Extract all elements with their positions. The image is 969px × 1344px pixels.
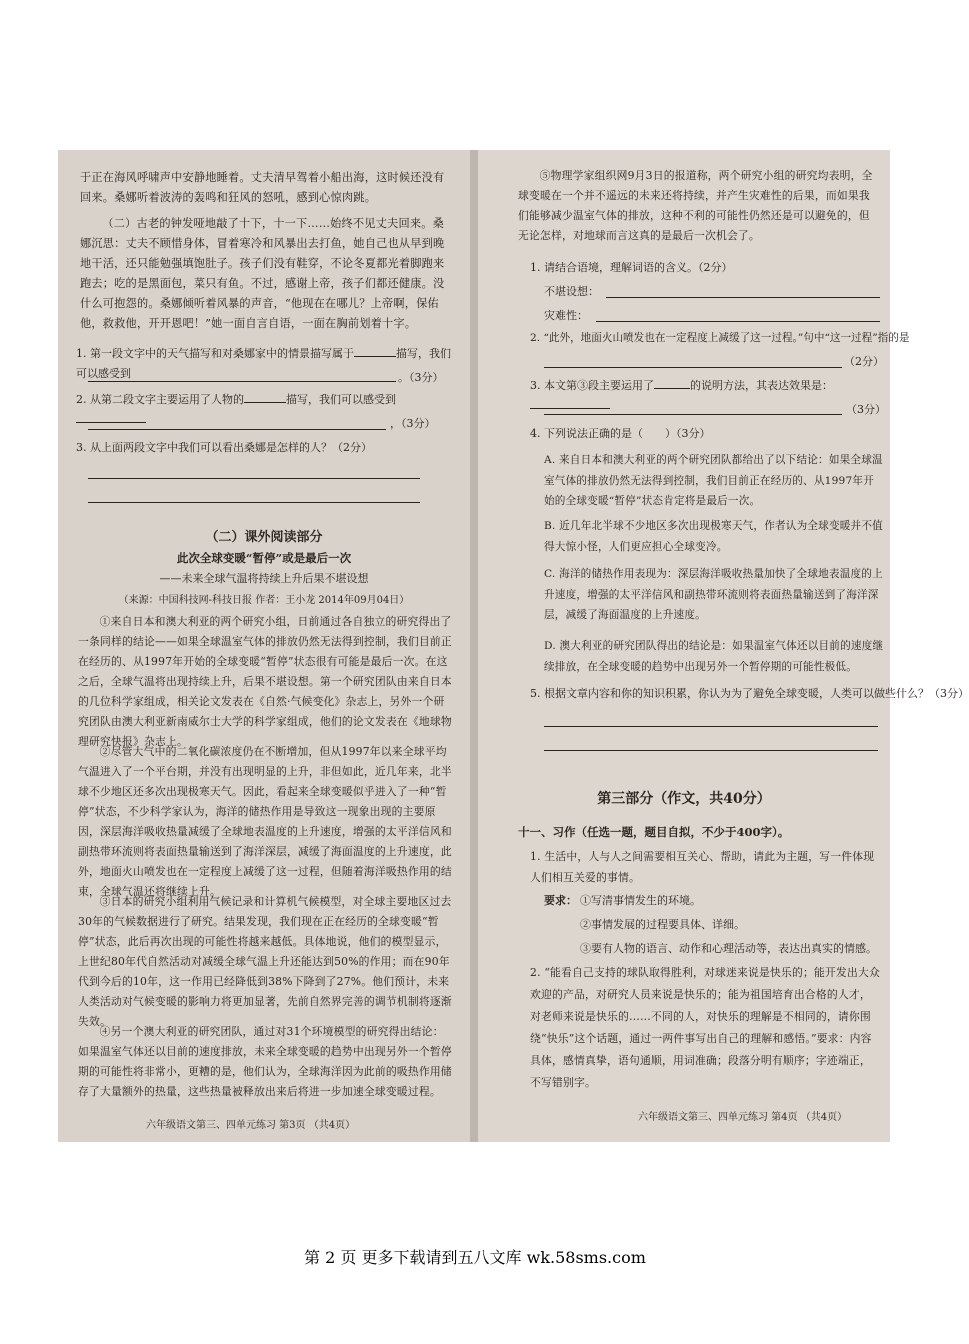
article-para-1: ①来自日本和澳大利亚的两个研究小组，日前通过各自独立的研究得出了一条同样的结论——如果全球温室气体的排放仍然无法得到控制，我们目前正在经历的、从1997年开始的全球变暖“暂停”状态很有可能是最后一次。在这之后，全球气温将出现持续上升，后果不堪设想。第一个研究团队由来自日本的几位科学家组成，相关论文发表在《自然·气候变化》杂志上，另外一个研究团队由澳大利亚新南威尔士大学的科学家组成，他们的论文发表在《地球物理研究快报》杂志上。: [78, 615, 452, 748]
r-question-3: [530, 376, 886, 416]
essay-heading: 十一、习作（任选一题，题目自拟，不少于400字）。: [518, 825, 790, 839]
article-title: 此次全球变暖“暂停”或是最后一次: [176, 551, 352, 565]
left-page-footer: 六年级语文第三、四单元练习 第3页 （共4页）: [146, 1120, 356, 1131]
r-q3-blank-1[interactable]: [654, 388, 690, 389]
r-q1-line-2[interactable]: [596, 321, 880, 322]
article-para-5: ⑤物理学家组织网9月3日的报道称，两个研究小组的研究均表明，全球变暖在一个并不遥远的未来还将持续，并产生灾难性的后果，而如果我们能够减少温室气体的排放，这种不利的可能性仍然还是可以避免的，但无论怎样，对地球而言这真的是最后一次机会了。: [518, 169, 873, 242]
article-source: （来源：中国科技网-科技日报 作者：王小龙 2014年09月04日）: [118, 595, 410, 606]
essay-option-1: 1. 生活中，人与人之间需要相互关心、帮助，请此为主题，写一件体现人们相互关爱的事情。: [530, 850, 875, 884]
requirement-2: ②事情发展的过程要具体、详细。: [580, 918, 745, 931]
question-3: 3. 从上面两段文字中我们可以看出桑娜是怎样的人？（2分）: [76, 441, 372, 454]
scanned-exam-sheet: [58, 150, 969, 1142]
r-q2-score: （2分）: [844, 355, 884, 368]
q1-answer-line[interactable]: [88, 381, 396, 382]
story-paragraph-1: 于正在海风呼啸声中安静地睡着。丈夫清早驾着小船出海，这时候还没有回来。桑娜听着波涛的轰鸣和狂风的怒吼，感到心惊肉跳。: [80, 171, 445, 204]
r-question-2: 2. “此外，地面火山喷发也在一定程度上减缓了这一过程。”句中“这一过程”指的是: [530, 332, 910, 344]
r-q3-blank-2[interactable]: [530, 408, 610, 409]
r-q3-score: （3分）: [846, 403, 886, 416]
r-q3-text-a: 3. 本文第③段主要运用了: [530, 379, 654, 392]
r-question-4: 4. 下列说法正确的是（ ）（3分）: [530, 427, 711, 440]
left-page: [58, 150, 470, 1142]
r-q3-answer-line[interactable]: [544, 414, 842, 415]
r-q2-answer-line[interactable]: [544, 367, 842, 368]
q2-blank-1[interactable]: [244, 402, 286, 403]
q1-score: 。（3分）: [398, 371, 444, 384]
part-3-title: 第三部分（作文，共40分）: [597, 791, 771, 807]
r-q1-word-1: 不堪设想：: [544, 285, 599, 298]
q2-text-a: 2. 从第二段文字主要运用了人物的: [76, 393, 244, 406]
r-q1-word-2: 灾难性：: [544, 309, 588, 322]
r-q1-line-1[interactable]: [606, 297, 880, 298]
q1-blank-1[interactable]: [354, 356, 396, 357]
section-title: （二）课外阅读部分: [205, 530, 323, 545]
essay-option-2: 2. “能看自己支持的球队取得胜利，对球迷来说是快乐的；能开发出大众欢迎的产品，对研究人员来说是快乐的；能为祖国培育出合格的人才，对老师来说是快乐的……不同的人，对快乐的理解是不相同的，请你围绕“快乐”这个话题，通过一两件事写出自己的理解和感悟。”要求：内容具体，感情真挚，语句通顺，用词准确；段落分明有顺序；字迹端正，不写错别字。: [530, 966, 880, 1089]
q2-blank-2[interactable]: [76, 422, 146, 423]
q2-answer-line[interactable]: [88, 429, 386, 430]
r-question-5: 5. 根据文章内容和你的知识积累，你认为为了避免全球变暖，人类可以做些什么？（3分）: [530, 687, 969, 700]
right-page: [478, 150, 969, 1142]
download-note: 第 2 页 更多下载请到五八文库 wk.58sms.com: [304, 1248, 646, 1267]
q2-text-b: 描写，我们可以感受到: [286, 393, 396, 406]
r-q5-answer-line-2[interactable]: [544, 750, 878, 751]
article-para-3: ③日本的研究小组利用气候记录和计算机气候模型，对全球主要地区过去30年的气候数据进行了研究。结果发现，我们现在正在经历的全球变暖“暂停”状态，此后再次出现的可能性将越来越低。具体地说，他们的模型显示，上世纪80年代自然活动对减缓全球气温上升还能达到50%的作用；而在90年代到今后的10年，这一作用已经降低到38%下降到了27%。他们预计，未来人类活动对气候变暖的影响力将更加显著，先前自然界完善的调节机制将逐渐失效。: [78, 895, 452, 1028]
q3-answer-line-1[interactable]: [88, 478, 420, 479]
article-subtitle: ——未来全球气温将持续上升后果不堪设想: [159, 572, 369, 585]
r-q4-option-d[interactable]: D. 澳大利亚的研究团队得出的结论是：如果温室气体还以目前的速度继续排放，在全球变暖的趋势中出现另外一个暂停期的可能性极低。: [544, 640, 884, 673]
r-q4-option-c[interactable]: C. 海洋的储热作用表现为：深层海洋吸收热量加快了全球地表温度的上升速度，增强的太平洋信风和副热带环流则将表面热量输送到了海洋深层，减缓了海面温度的上升速度。: [544, 568, 883, 621]
right-page-footer: 六年级语文第三、四单元练习 第4页 （共4页）: [638, 1112, 848, 1123]
requirement-1: ①写清事情发生的环境。: [580, 894, 701, 907]
r-question-1: 1. 请结合语境，理解词语的含义。（2分）: [530, 261, 733, 274]
r-q3-text-b: 的说明方法，其表达效果是：: [690, 379, 833, 392]
requirements-label: 要求：: [544, 894, 577, 907]
article-para-2: ②尽管大气中的二氧化碳浓度仍在不断增加，但从1997年以来全球平均气温进入了一个平台期，并没有出现明显的上升，非但如此，近几年来，北半球不少地区还多次出现极寒天气。因此，看起来全球变暖似乎进入了一种“暂停”状态，不少科学家认为，海洋的储热作用是导致这一现象出现的主要原因，深层海洋吸收热量减缓了全球地表温度的上升速度，增强的太平洋信风和副热带环流则将表面热量输送到了海洋深层，减缓了海面温度的上升速度，此外，地面火山喷发也在一定程度上减缓了这一过程，但随着海洋吸热作用的结束，全球气温还将继续上升。: [78, 745, 452, 898]
story-paragraph-2: （二）古老的钟发哑地敲了十下，十一下……始终不见丈夫回来。桑娜沉思：丈夫不顾惜身体，冒着寒冷和风暴出去打鱼，她自己也从早到晚地干活，还只能勉强填饱肚子。孩子们没有鞋穿，不论冬夏都光着脚跑来跑去；吃的是黑面包，菜只有鱼。不过，感谢上帝，孩子们都还健康。没什么可抱怨的。桑娜倾听着风暴的声音，“他现在在哪儿？上帝啊，保佑他，救救他，开开恩吧！”她一面自言自语，一面在胸前划着十字。: [80, 217, 445, 330]
r-q4-option-b[interactable]: B. 近几年北半球不少地区多次出现极寒天气，作者认为全球变暖并不值得大惊小怪，人们更应担心全球变冷。: [544, 520, 883, 553]
r-q4-option-a[interactable]: A. 来自日本和澳大利亚的两个研究团队都给出了以下结论：如果全球温室气体的排放仍然无法得到控制，我们目前正在经历的、从1997年开始的全球变暖“暂停”状态肯定将是最后一次。: [544, 454, 883, 507]
q3-answer-line-2[interactable]: [88, 502, 420, 503]
r-q5-answer-line-1[interactable]: [544, 726, 878, 727]
q2-score: ，（3分）: [390, 417, 436, 430]
q1-text-a: 1. 第一段文字中的天气描写和对桑娜家中的情景描写属于: [76, 347, 354, 360]
q1-text-b: 描写，我们可以感受到: [76, 347, 451, 380]
article-para-4: ④另一个澳大利亚的研究团队，通过对31个环境模型的研究得出结论：如果温室气体还以目前的速度排放，未来全球变暖的趋势中出现另外一个暂停期的可能性将非常小，更糟的是，他们认为，全球海洋因为此前的吸热作用储存了大量额外的热量，这些热量被释放出来后将进一步加速全球变暖过程。: [78, 1025, 452, 1098]
page-fold: [470, 150, 478, 1142]
requirement-3: ③要有人物的语言、动作和心理活动等，表达出真实的情感。: [580, 942, 877, 955]
